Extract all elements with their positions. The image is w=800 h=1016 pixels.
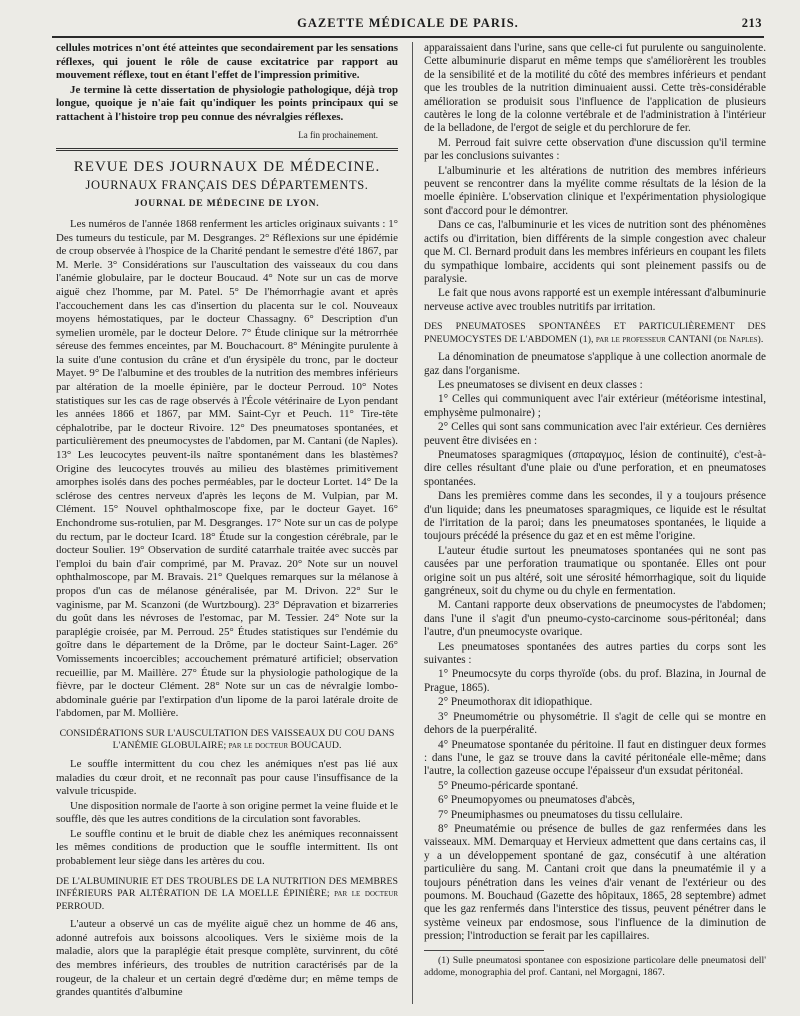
body-paragraph: Pneumatoses sparagmiques (σπαραγμος, lésion de continuité), c'est-à-dire celles résultant d'une plaie ou d'une perforation, et en pneumatoses spontanées. bbox=[424, 448, 766, 488]
list-item: 5° Pneumo-péricarde spontané. bbox=[438, 779, 579, 792]
body-paragraph: Une disposition normale de l'aorte à son origine permet la veine fluide et le souffle, dès que les autres conditions de la circulation sont favorables. bbox=[56, 799, 398, 826]
journal-name: JOURNAL DE MÉDECINE DE LYON. bbox=[134, 199, 320, 210]
body-paragraph: L'albuminurie et les altérations de nutrition des membres inférieurs peuvent se rencontrer dans la myélite comme résultats de la lésion de la moelle épinière. L'observation clinique et l'expérimentation physiologique sont d'accord pour le démontrer. bbox=[424, 164, 766, 217]
section-heading-auscultation: CONSIDÉRATIONS SUR L'AUSCULTATION DES VAISSEAUX DU COU DANS L'ANÉMIE GLOBULAIRE; par le docteur BOUCAUD. bbox=[59, 727, 395, 752]
body-paragraph: L'auteur étudie surtout les pneumatoses spontanées qui ne sont pas causées par une perforation traumatique ou spontanée. Elles ont pour origine soit un pus altéré, soit une sérosité hémorrhagique, soit du liquide gangréneux, soit du chyme ou du chyle en fermentation. bbox=[424, 544, 766, 598]
page-number: 213 bbox=[741, 16, 762, 30]
body-paragraph: 1° Celles qui communiquent avec l'air extérieur (météorisme intestinal, emphysème pulmonaire) ; bbox=[424, 393, 766, 419]
left-column bbox=[56, 42, 398, 1004]
body-paragraph: Le souffle intermittent du cou chez les anémiques n'est pas lié aux maladies du cœur droit, et ne reconnaît pas pour cause l'insuffisance de la valvule tricuspide. bbox=[56, 757, 398, 798]
journal-title: GAZETTE MÉDICALE DE PARIS. bbox=[297, 16, 519, 30]
list-item: 4° Pneumatose spontanée du péritoine. Il faut en distinguer deux formes : dans l'une, le gaz se trouve dans la cavité péritonéale elle-même; dans l'autre, la collection gazeuse occupe l'épaisseur d'un exsudat péritonéal. bbox=[424, 738, 766, 778]
list-item: 2° Pneumothorax dit idiopathique. bbox=[438, 696, 593, 709]
review-title: REVUE DES JOURNAUX DE MÉDECINE. bbox=[73, 159, 381, 176]
column-divider bbox=[412, 42, 413, 1004]
list-item: 7° Pneumiphasmes ou pneumatoses du tissu cellulaire. bbox=[438, 808, 683, 821]
body-paragraph: Dans ce cas, l'albuminurie et les vices de nutrition sont des phénomènes actifs ou d'irritation, bien différents de la simple congestion avec chaleur que M. Cl. Bernard produit dans les membres inférieurs en coupant les filets du sympathique lombaire, accidents qui sont pleinement passifs ou de paralysie. bbox=[424, 219, 766, 285]
body-paragraph: Les pneumatoses spontanées des autres parties du corps sont les suivantes : bbox=[424, 640, 766, 667]
list-item: 6° Pneumopyomes ou pneumatoses d'abcès, bbox=[438, 794, 635, 807]
running-header bbox=[52, 14, 764, 38]
body-paragraph: Le fait que nous avons rapporté est un exemple intéressant d'albuminurie nerveuse active avec troubles nutritifs par irritation. bbox=[424, 287, 766, 313]
footnote: (1) Sulle pneumatosi spontanee con esposizione particolare delle pneumatosi dell' addome, monographia del prof. Cantani, nel Morgagni, 1867. bbox=[424, 954, 766, 978]
body-paragraph: apparaissaient dans l'urine, sans que celle-ci fut purulente ou sanguinolente. Cette albuminurie disparut en même temps que s'améliorèrent les troubles de la sensibilité et de la motilité du côté des membres inférieurs et pendant que les troubles de la nutrition diminuaient aussi. Cette très-considérable amélioration se produisit sous l'influence de l'application de plusieurs cautères le long de la colonne vertébrale et de l'administration à l'intérieur de la belladone, de l'ergot de seigle et du perchlorure de fer. bbox=[424, 42, 766, 135]
to-be-continued-note: La fin prochainement. bbox=[298, 129, 378, 140]
body-paragraph: L'auteur a observé un cas de myélite aiguë chez un homme de 46 ans, adonné autrefois aux boissons alcooliques. Vers le sixième mois de la maladie, alors que la paraplégie était presque complète, survinrent, du côté des membres inférieurs, des troubles de nutrition caractérisés par de la rougeur, de la chaleur et un certain degré d'œdème dur; en même temps de grandes quantités d'albumine bbox=[56, 918, 398, 999]
section-divider bbox=[56, 148, 398, 151]
footnote-rule bbox=[424, 950, 544, 951]
body-paragraph: M. Cantani rapporte deux observations de pneumocystes de l'abdomen; dans l'une il s'agit d'un pneumo-cysto-carcinome sous-péritonéal; dans l'autre, d'un pneumocyste ovarique. bbox=[424, 599, 766, 639]
list-item: 3° Pneumométrie ou physométrie. Il s'agit de celle qui se montre en dehors de la puerpéralité. bbox=[424, 710, 766, 737]
section-heading-pneumatoses: DES PNEUMATOSES SPONTANÉES ET PARTICULIÈREMENT DES PNEUMOCYSTES DE L'ABDOMEN (1), par le professeur CANTANI (de Naples). bbox=[424, 321, 766, 345]
body-paragraph: Les pneumatoses se divisent en deux classes : bbox=[438, 378, 643, 391]
list-item: 1° Pneumocsyte du corps thyroïde (obs. du prof. Blazina, in Journal de Prague, 1865). bbox=[424, 668, 766, 694]
body-paragraph: La dénomination de pneumatose s'applique à une collection anormale de gaz dans l'organisme. bbox=[424, 351, 766, 377]
intro-paragraph: Je termine là cette dissertation de physiologie pathologique, déjà trop longue, quoique je n'aie fait qu'indiquer les points principaux qui se rattachent à l'histoire trop peu connue des névralgies réflexes. bbox=[56, 83, 398, 123]
body-paragraph: Dans les premières comme dans les secondes, il y a toujours présence d'un liquide; dans les pneumatoses sparagmiques, ce liquide est le résultat de l'irritation de la paroi; dans les pneumatoses spontanées, le liquide a toujours précédé la présence du gaz et en est même l'origine. bbox=[424, 490, 766, 543]
right-column bbox=[424, 42, 766, 1004]
body-paragraph: 2° Celles qui sont sans communication avec l'air extérieur. Ces dernières peuvent être divisées en : bbox=[424, 421, 766, 447]
body-paragraph: Le souffle continu et le bruit de diable chez les anémiques reconnaissent les mêmes conditions de production que le souffle intermittent. Ils ont probablement leur siège dans les artères du cou. bbox=[56, 827, 398, 868]
section-heading-albuminurie: DE L'ALBUMINURIE ET DES TROUBLES DE LA NUTRITION DES MEMBRES INFÉRIEURS PAR ALTÉRATION DE LA MOELLE ÉPINIÈRE; par le docteur PERROUD. bbox=[56, 875, 398, 912]
list-item: 8° Pneumatémie ou présence de bulles de gaz renfermées dans les vaisseaux. MM. Demarquay et Hervieux admettent que dans certains cas, il y a un développement spontané de gaz, consécutif à une altération particulière du sang. M. Cantani croit que dans la pneumatémie il y a toujours pénétration dans les veines d'air venant de l'extérieur ou des poumons. M. Bouchaud (Gazette des hôpitaux, 1865, 28 septembre) admet que les gaz renfermés dans l'interstice des tissus, peuvent pénétrer dans le système veineux par endosmose, sous l'influence de la diminution de pression; l'introduction se ferait par les capillaires. bbox=[424, 822, 766, 943]
review-subtitle: JOURNAUX FRANÇAIS DES DÉPARTEMENTS. bbox=[85, 177, 369, 192]
body-paragraph: M. Perroud fait suivre cette observation d'une discussion qu'il termine par les conclusions suivantes : bbox=[424, 136, 766, 163]
intro-paragraph: cellules motrices n'ont été atteintes que secondairement par les sensations réflexes, qui jouent le rôle de cause excitatrice par rapport au mouvement réflexe, tout en étant l'effet de l'impression primitive. bbox=[56, 42, 398, 82]
articles-summary: Les numéros de l'année 1868 renferment les articles originaux suivants : 1° Des tumeurs du testicule, par M. Desgranges. 2° Réflexions sur une épidémie de croup observée à l'hospice de la Charité pendant le semestre d'été 1867, par M. Merle. 3° Considérations sur l'auscultation des vaisseaux du cou dans l'anémie globulaire, par le docteur Boucaud. 4° Note sur un cas de morve aiguë chez l'homme, par M. Patel. 5° De l'hémorrhagie avant et après l'accouchement dans les cas d'insertion du placenta sur le col. Nouveaux moyens hémostatiques, par le docteur Chassagny. 6° Description d'un symelien uromèle, par le docteur Delore. 7° Étude clinique sur la métrorrhée séreuse des femmes enceintes, par M. Bouchacourt. 8° Méningite purulente à la suite d'une contusion du crâne et d'un érysipèle du tronc, par le docteur Mayet. 9° De l'albumine et des troubles de la nutrition des membres inférieurs par altération de la moelle épinière, par le docteur Perroud. 10° Notes statistiques sur les cas de rage observés à l'École vétérinaire de Lyon pendant les années 1866 et 1867, par MM. Saint-Cyr et Peuch. 11° Tire-tête céphalotribe, par le docteur Rivoire. 12° Des pneumatoses spontanées, et particulièrement des pneumocystes de l'abdomen, par M. Cantani (de Naples). 13° Les leucocytes peuvent-ils naître spontanément dans les blastèmes? Origine des leucocytes trouvés au milieu des blastèmes primitivement amorphes isolés dans des poches perméables, par le docteur Lortet. 14° De la sclérose des centres nerveux d'après les leçons de M. Vulpian, par M. Clément. 15° Nouvel ophthalmoscope fixe, par le docteur Gayet. 16° Enchondrome sus-rotulien, par M. Desgranges. 17° Note sur un cas de polype du rectum, par le docteur Icard. 18° Étude sur la congestion cérébrale, par le docteur Soulier. 19° Observation de surdité catarrhale traitée avec succès par l'emploi du bain d'air comprimé, par M. Pravaz. 20° Note sur un nouvel ophthalmoscope, par M. Bravais. 21° Quelques remarques sur la mélanose à propos d'un cas de mélanose généralisée, par M. Drivon. 22° Sur le vaginisme, par M. Scanzoni (de Wurtzbourg). 23° Dépravation et bizarreries du goût dans les névroses de l'estomac, par M. Tessier. 24° Note sur la paraplégie croisée, par M. Perroud. 25° Études statistiques sur l'endémie du goître dans le département de la Drôme, par le docteur Saint-Lager. 26° Vomissements incoercibles; accouchement prématuré artificiel; observation recueillie, par M. Maillère. 27° Étude sur la physiologie pathologique de la fièvre, par le docteur Clément. 28° Note sur un cas de névralgie lombo-abdominale guérie par l'extirpation d'un lipome de la paroi latérale droite de l'abdomen, par M. Mollière. bbox=[56, 217, 398, 720]
